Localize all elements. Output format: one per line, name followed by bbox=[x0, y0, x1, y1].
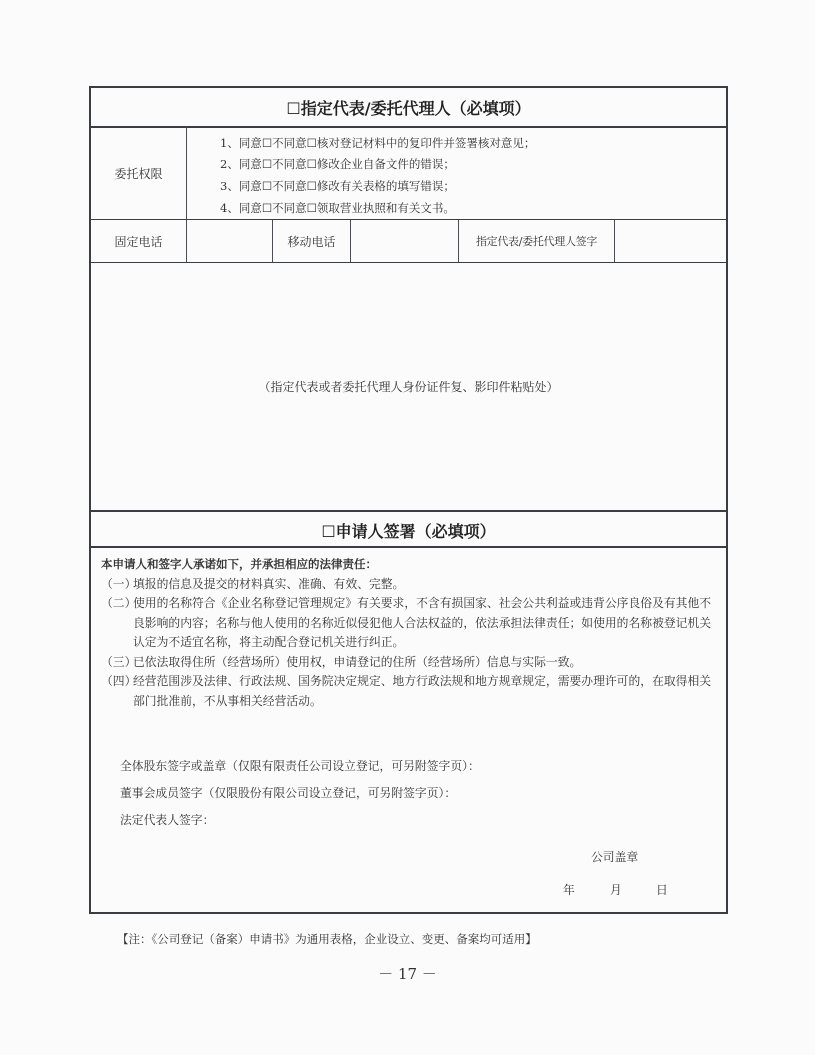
page-number: － 17 － bbox=[378, 965, 437, 983]
fixed-phone-label: 固定电话 bbox=[114, 235, 163, 249]
pledge-item bbox=[101, 653, 716, 673]
divider bbox=[186, 127, 187, 263]
pledge-lead: 本申请人和签字人承诺如下，并承担相应的法律责任： bbox=[101, 557, 377, 571]
pledge-item-number: （一） bbox=[101, 576, 137, 591]
pledge-item bbox=[101, 594, 716, 653]
date-day[interactable]: 日 bbox=[656, 883, 668, 897]
date-month[interactable]: 月 bbox=[610, 883, 622, 897]
permission-item[interactable]: 2、同意☐不同意☐修改企业自备文件的错误； bbox=[220, 157, 455, 171]
pledge-item-text: 使用的名称符合《企业名称登记管理规定》有关要求，不含有损国家、社会公共利益或违背公序良俗及有其他不良影响的内容；名称与他人使用的名称近似侵犯他人合法权益的，依法承担法律责任；如使用的名称被登记机关认定为不适宜名称，将主动配合登记机关进行纠正。 bbox=[133, 596, 712, 649]
permission-item[interactable]: 4、同意☐不同意☐领取营业执照和有关文书。 bbox=[220, 201, 455, 215]
shareholders-signature-field[interactable]: 全体股东签字或盖章（仅限有限责任公司设立登记，可另附签字页）： bbox=[120, 759, 480, 773]
divider bbox=[91, 219, 726, 220]
footnote: 【注：《公司登记（备案）申请书》为通用表格，企业设立、变更、备案均可适用】 bbox=[117, 932, 537, 946]
pledge-item bbox=[101, 575, 716, 595]
pledge-item-number: （四） bbox=[101, 674, 137, 688]
divider bbox=[614, 220, 615, 263]
pledge-item-number: （三） bbox=[101, 654, 137, 669]
divider bbox=[91, 262, 726, 263]
legal-rep-signature-field[interactable]: 法定代表人签字： bbox=[120, 813, 215, 827]
pledge-item-number: （二） bbox=[101, 596, 137, 610]
form-table bbox=[89, 86, 728, 914]
company-seal-label: 公司盖章 bbox=[591, 850, 639, 864]
mobile-phone-label: 移动电话 bbox=[287, 235, 336, 249]
divider bbox=[91, 510, 726, 512]
permission-item[interactable]: 1、同意☐不同意☐核对登记材料中的复印件并签署核对意见； bbox=[220, 136, 536, 150]
authority-label: 委托权限 bbox=[114, 167, 163, 181]
pledge-block bbox=[101, 555, 716, 711]
pledge-item-text: 填报的信息及提交的材料真实、准确、有效、完整。 bbox=[133, 576, 405, 591]
divider bbox=[91, 546, 726, 548]
pledge-item-text: 已依法取得住所（经营场所）使用权，申请登记的住所（经营场所）信息与实际一致。 bbox=[133, 654, 582, 669]
section-title-applicant: ☐申请人签署（必填项） bbox=[321, 522, 496, 541]
date-year[interactable]: 年 bbox=[563, 883, 575, 897]
section-title-agent: ☐指定代表/委托代理人（必填项） bbox=[286, 99, 531, 118]
id-paste-area: （指定代表或者委托代理人身份证件复、影印件粘贴处） bbox=[258, 380, 559, 394]
pledge-item bbox=[101, 672, 716, 711]
divider bbox=[350, 220, 351, 263]
pledge-item-text: 经营范围涉及法律、行政法规、国务院决定规定、地方行政法规和地方规章规定，需要办理许可的，在取得相关部门批准前，不从事相关经营活动。 bbox=[133, 674, 712, 708]
agent-signature-label: 指定代表/委托代理人签字 bbox=[475, 235, 598, 248]
board-signature-field[interactable]: 董事会成员签字（仅限股份有限公司设立登记，可另附签字页）： bbox=[120, 786, 457, 800]
permission-item[interactable]: 3、同意☐不同意☐修改有关表格的填写错误； bbox=[220, 179, 455, 193]
